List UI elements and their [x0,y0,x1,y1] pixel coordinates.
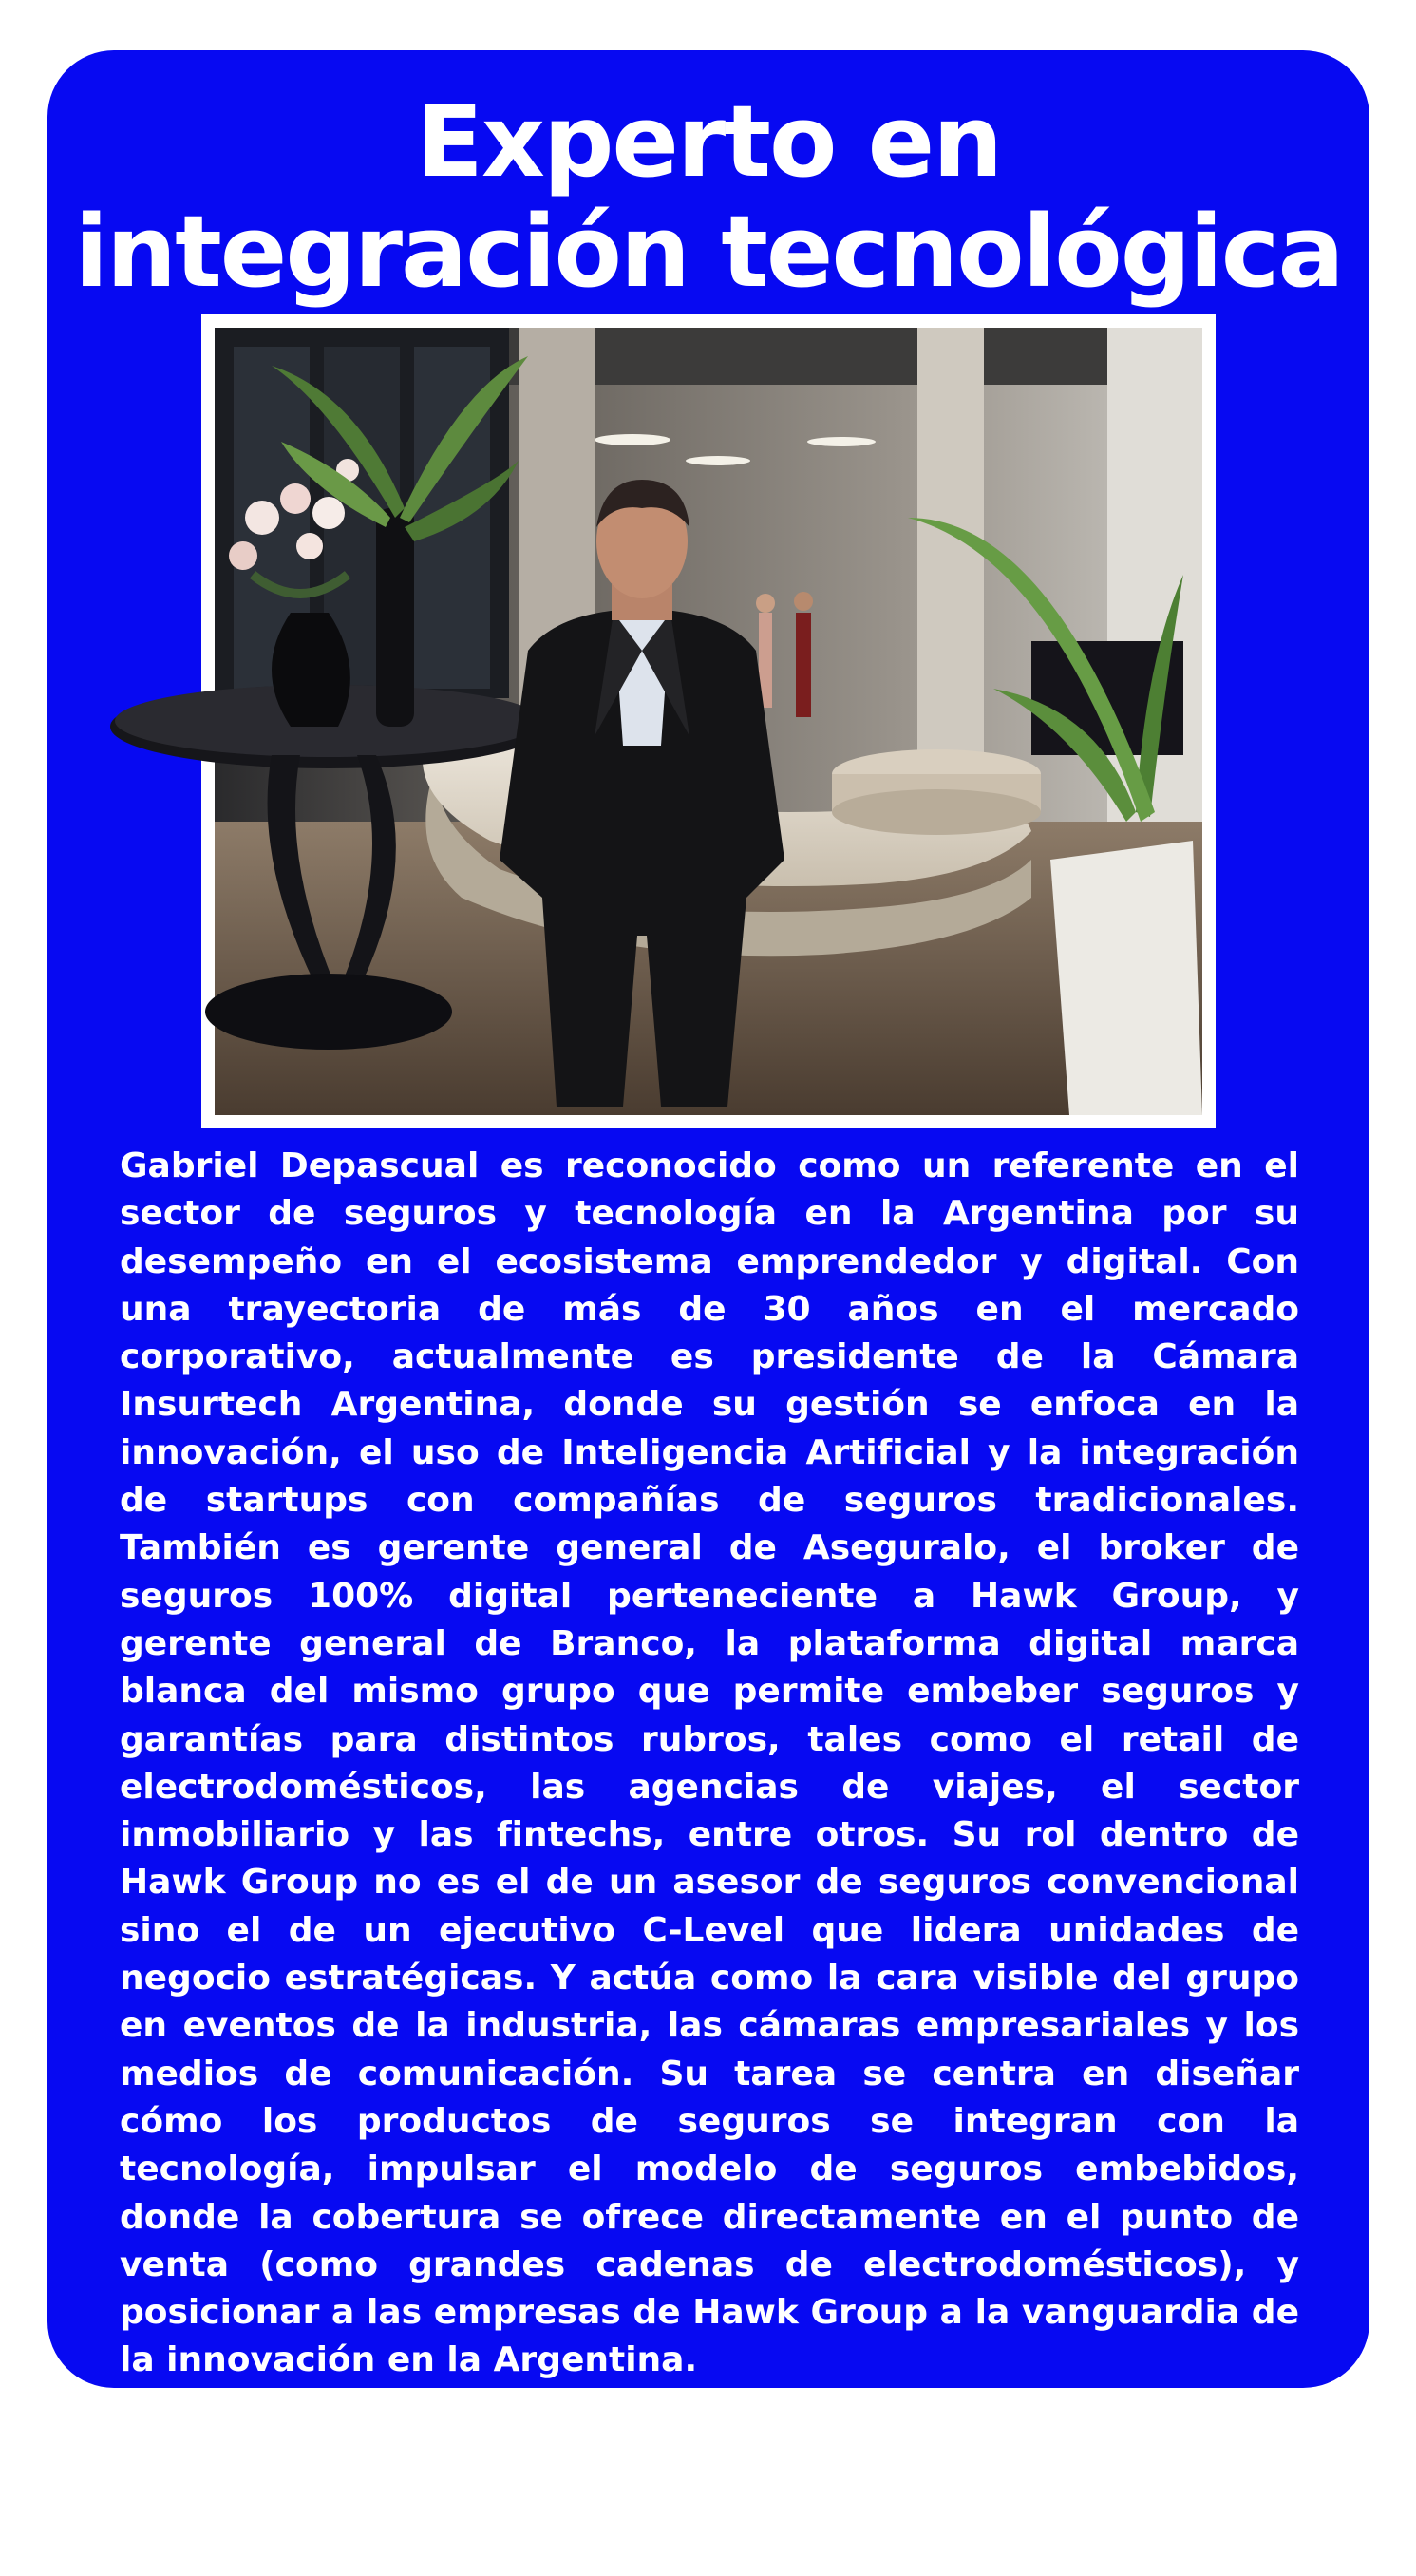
article-card [47,50,1369,2571]
photo-frame [201,314,1216,1128]
article-body [120,1143,1299,2576]
article-paragraph: Gabriel Depascual es reconocido como un referente en el sector de seguros y tecnología en la Argentina por su desempeño en el ecosistema emprendedor y digital. Con una trayectoria de más de 30 años en el mercado corporativo, actualmente es presidente de la Cámara Insurtech Argentina, donde su gestión se enfoca en la innovación, el uso de Inteligencia Artificial y la integración de startups con compañías de seguros tradicionales. También es gerente general de Aseguralo, el broker de seguros 100% digital perteneciente a Hawk Group, y gerente general de Branco, la plataforma digital marca blanca del mismo grupo que permite embeber seguros y garantías para distintos rubros, tales como el retail de electrodomésticos, las agencias de viajes, el sector inmobiliario y las fintechs, entre otros. Su rol dentro de Hawk Group no es el de un asesor de seguros convencional sino el de un ejecutivo C-Level que lidera unidades de negocio estratégicas. Y actúa como la cara visible del grupo en eventos de la industria, las cámaras empresariales y los medios de comunicación. Su tarea se centra en diseñar cómo los productos de seguros se integran con la tecnología, impulsar el modelo de seguros embebidos, donde la cobertura se ofrece directamente en el punto de venta (como grandes cadenas de electrodomésticos), y posicionar a las empresas de Hawk Group a la vanguardia de la innovación en la Argentina. [120,1146,1299,2380]
executive-photo [215,328,1202,1115]
title-line-2: integración tecnológica [74,194,1343,310]
title-line-1: Experto en [415,84,1002,199]
article-title [47,84,1369,310]
hotel-lobby-scene [215,328,1202,1115]
article-quote: “La tecnología debe ser un facilitador para que la experiencia del asegurado sea más ágil, dinámica y segura sin perder el valor del asesoramiento profesional”, explica el ejecutivo en diálogo con Informe. [120,2388,1299,2571]
